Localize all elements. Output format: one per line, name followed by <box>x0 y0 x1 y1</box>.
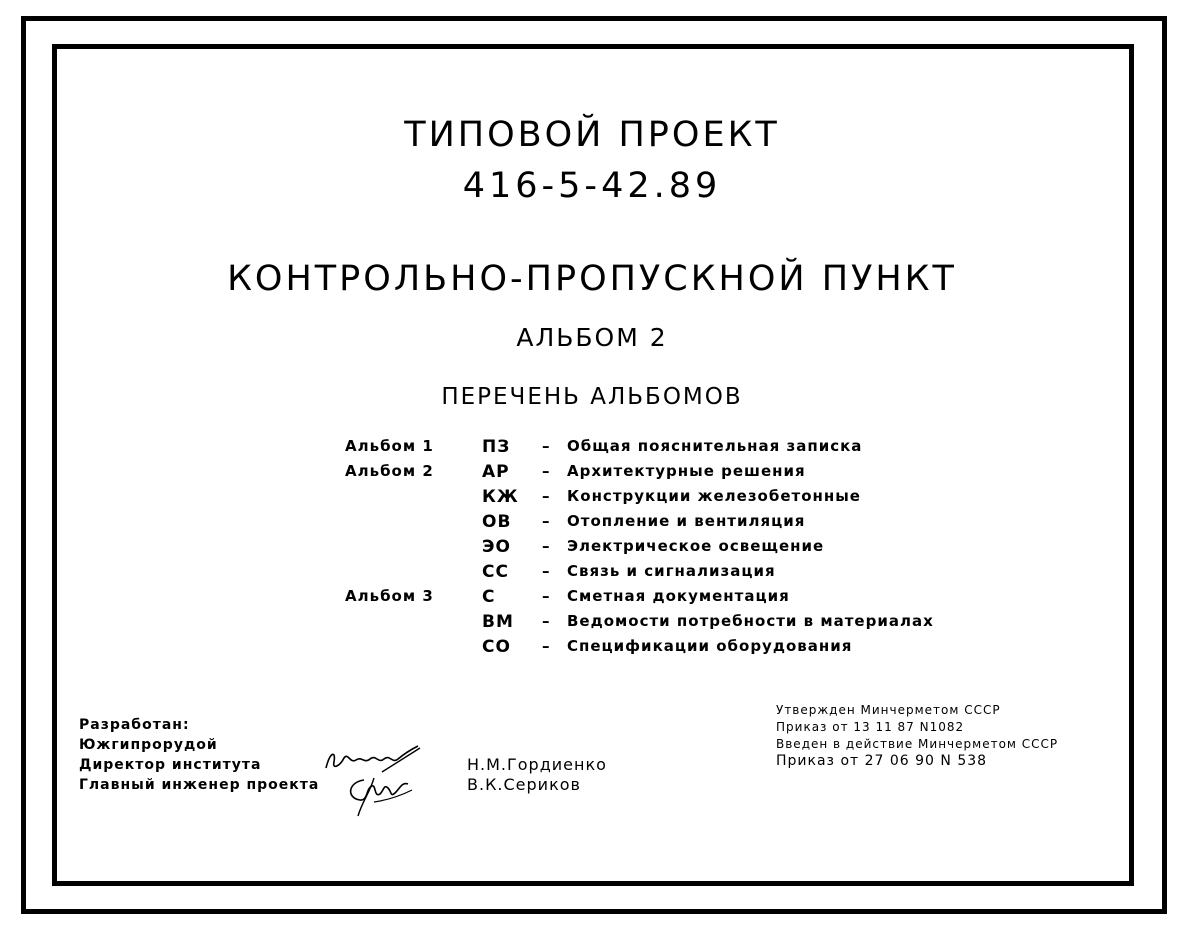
section-dash: – <box>542 512 551 530</box>
project-number: 416-5-42.89 <box>462 166 722 206</box>
album-label: Альбом 1 <box>345 437 434 455</box>
section-code: КЖ <box>482 487 519 507</box>
section-description: Связь и сигнализация <box>567 562 776 580</box>
chief-engineer-signature <box>344 772 416 820</box>
developer-label: Разработан: <box>79 717 190 733</box>
enactment-line: Введен в действие Минчерметом СССР <box>776 737 1059 751</box>
section-description: Сметная документация <box>567 587 790 605</box>
section-dash: – <box>542 462 551 480</box>
album-number: АЛЬБОМ 2 <box>516 323 668 352</box>
section-dash: – <box>542 587 551 605</box>
section-code: СС <box>482 562 509 582</box>
section-description: Общая пояснительная записка <box>567 437 863 455</box>
section-code: ЭО <box>482 537 511 557</box>
section-dash: – <box>542 537 551 555</box>
project-type-title: ТИПОВОЙ ПРОЕКТ <box>404 115 780 155</box>
section-code: СО <box>482 637 511 657</box>
chief-engineer-name: В.К.Сериков <box>467 775 581 794</box>
enactment-order: Приказ от 27 06 90 N 538 <box>776 753 988 769</box>
section-description: Электрическое освещение <box>567 537 825 555</box>
section-description: Отопление и вентиляция <box>567 512 806 530</box>
section-dash: – <box>542 487 551 505</box>
chief-engineer-title: Главный инженер проекта <box>79 777 320 793</box>
section-dash: – <box>542 637 551 655</box>
section-code: ОВ <box>482 512 512 532</box>
section-description: Ведомости потребности в материалах <box>567 612 934 630</box>
album-label: Альбом 2 <box>345 462 434 480</box>
developer-org: Южгипрорудой <box>79 737 218 753</box>
section-code: АР <box>482 462 510 482</box>
section-code: С <box>482 587 496 607</box>
section-code: ВМ <box>482 612 514 632</box>
section-description: Конструкции железобетонные <box>567 487 861 505</box>
section-code: ПЗ <box>482 437 511 457</box>
section-description: Архитектурные решения <box>567 462 806 480</box>
section-description: Спецификации оборудования <box>567 637 853 655</box>
section-dash: – <box>542 437 551 455</box>
album-list-heading: ПЕРЕЧЕНЬ АЛЬБОМОВ <box>441 384 743 410</box>
director-name: Н.М.Гордиенко <box>467 755 607 774</box>
approval-line-1: Утвержден Минчерметом СССР <box>776 703 1001 717</box>
section-dash: – <box>542 562 551 580</box>
section-dash: – <box>542 612 551 630</box>
album-label: Альбом 3 <box>345 587 434 605</box>
project-name: КОНТРОЛЬНО-ПРОПУСКНОЙ ПУНКТ <box>227 259 957 299</box>
director-title: Директор института <box>79 757 262 773</box>
approval-order-1: Приказ от 13 11 87 N1082 <box>776 720 965 734</box>
